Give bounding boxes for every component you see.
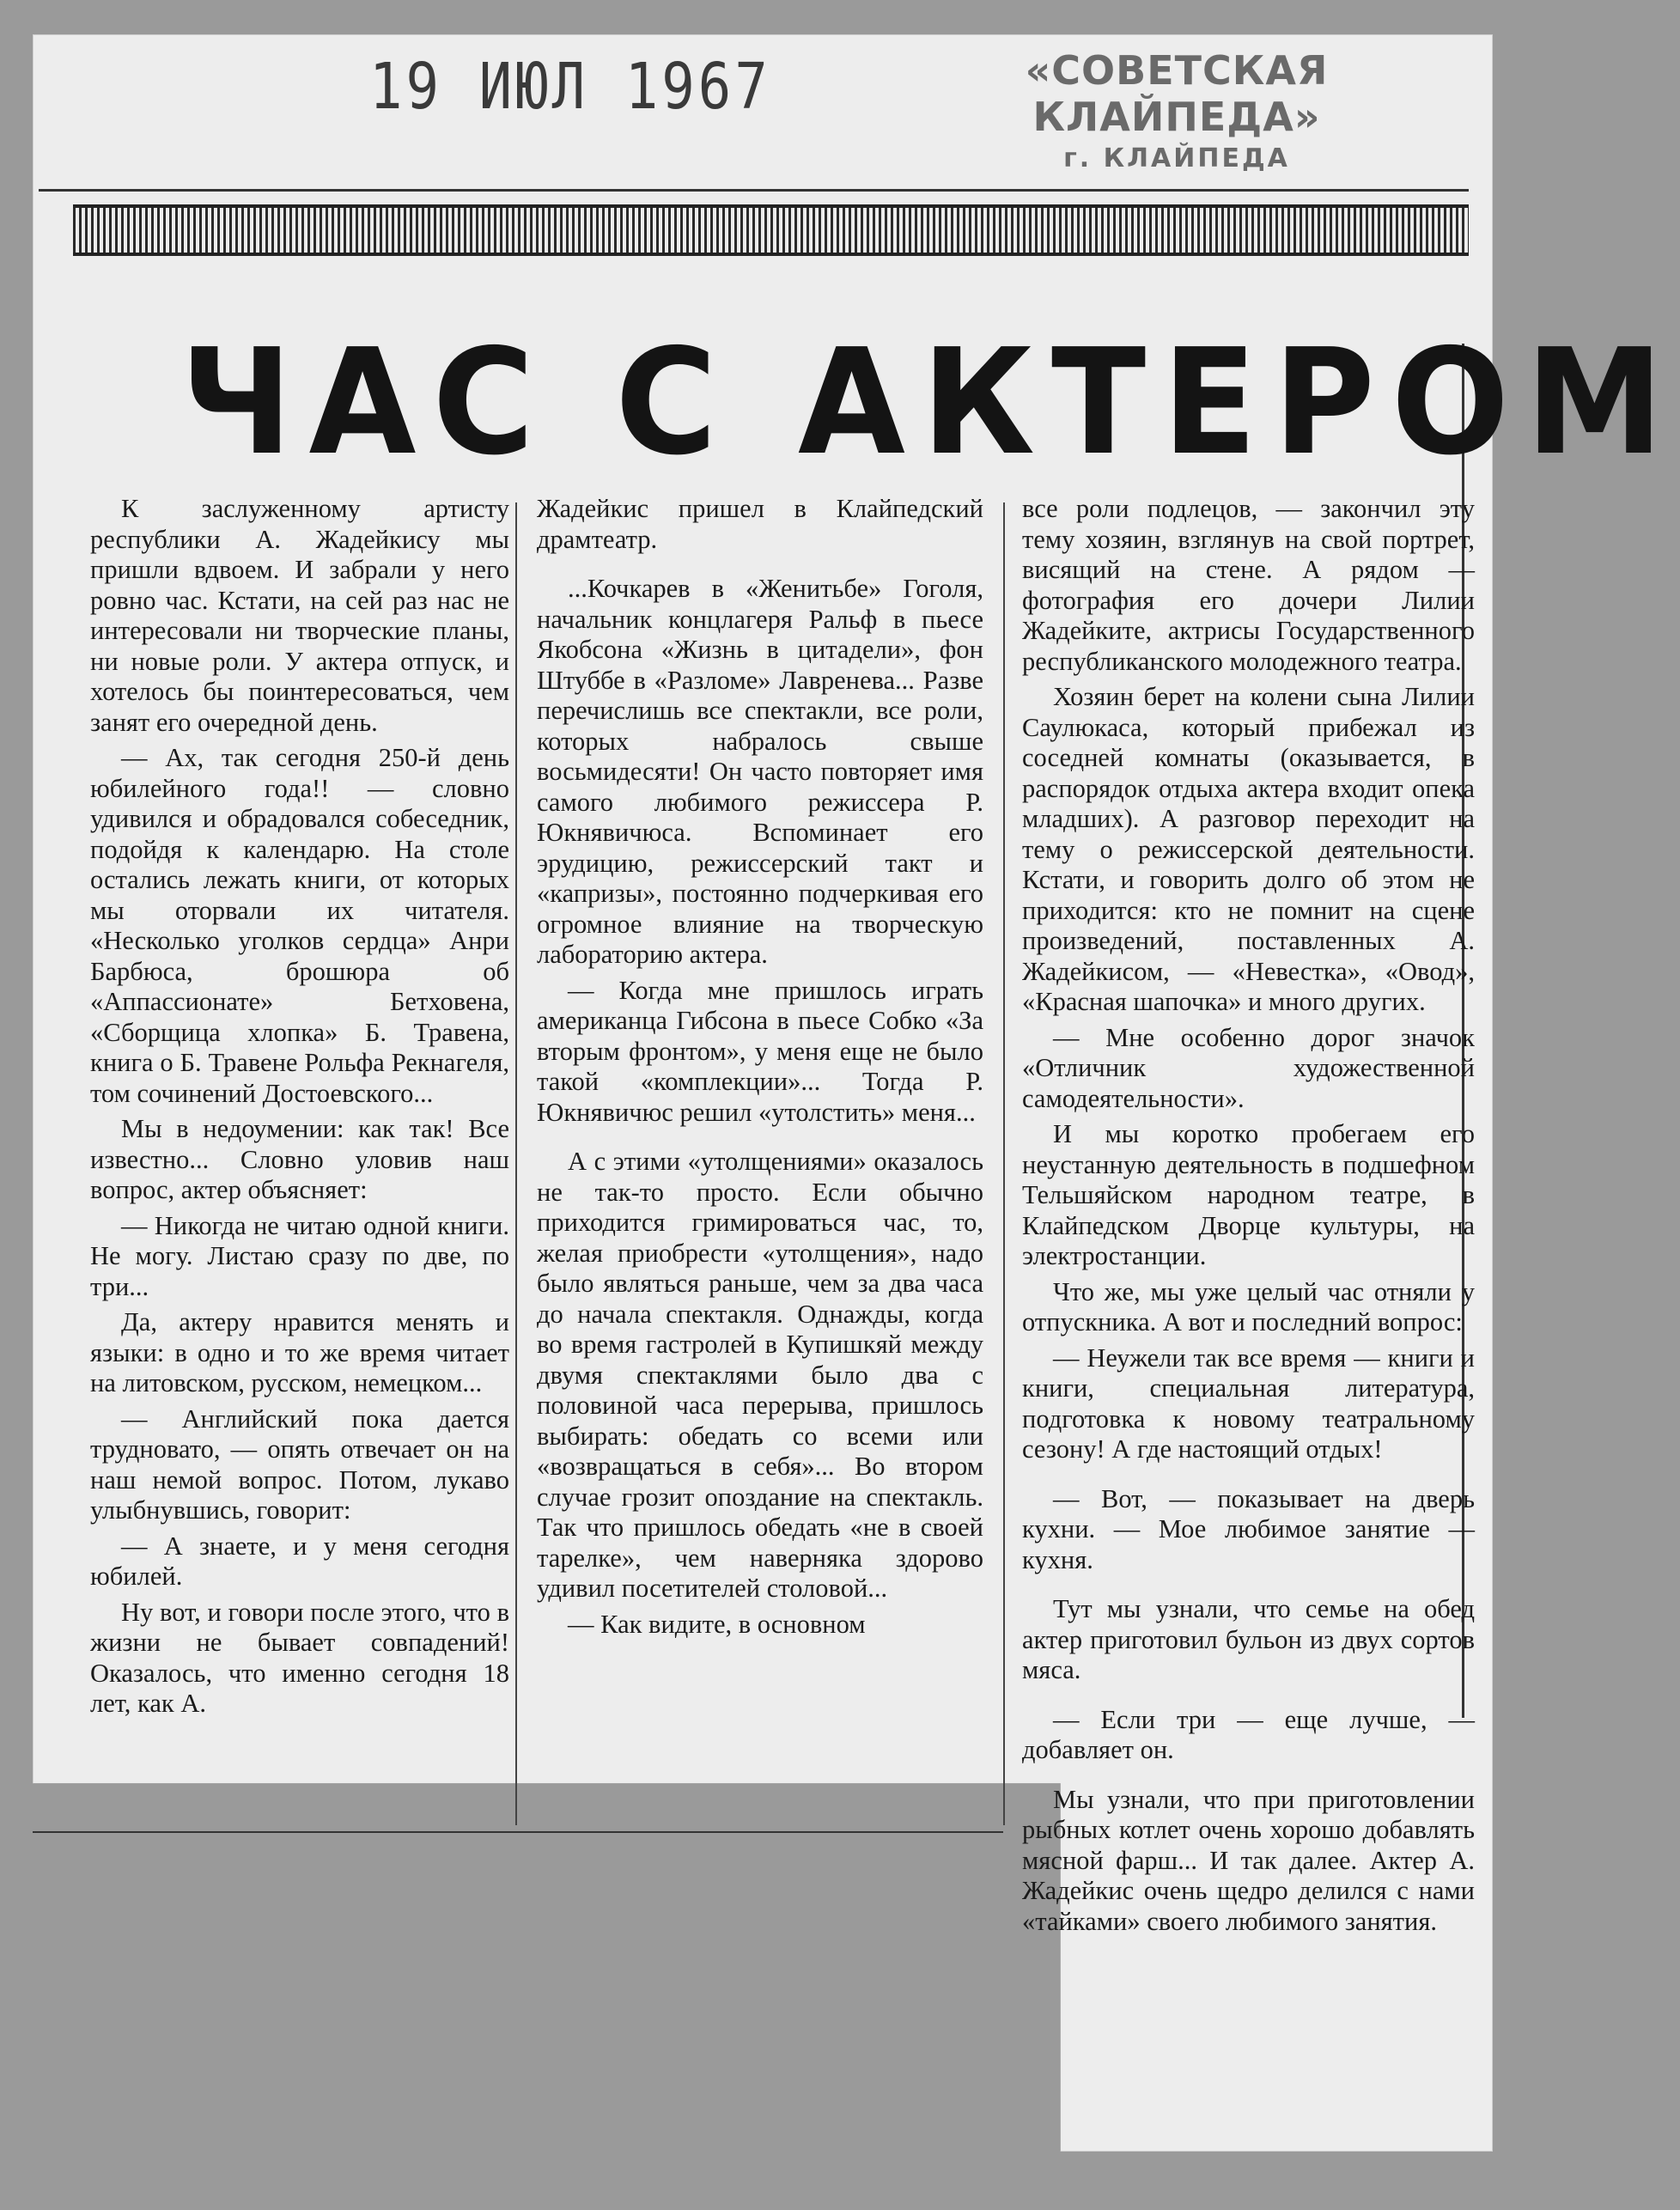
- paragraph: Что же, мы уже целый час отняли у отпускника. А вот и последний вопрос:: [1022, 1276, 1475, 1336]
- paragraph: Жадейкис пришел в Клайпедский драмтеатр.: [537, 494, 983, 554]
- paragraph: И мы коротко пробегаем его неустанную деятельность в подшефном Тельшяйском народном театре, в Клайпедском Дворце культуры, на электростанции.: [1022, 1119, 1475, 1270]
- newspaper-city: г. КЛАЙПЕДА: [1063, 143, 1290, 174]
- article-column-2: [537, 494, 983, 1645]
- hatched-banner: [73, 204, 1469, 256]
- paragraph: — Вот, — показывает на дверь кухни. — Мое любимое занятие — кухня.: [1022, 1483, 1475, 1574]
- paragraph: ...Кочкарев в «Женитьбе» Гоголя, начальник концлагеря Ральф в пьесе Якобсона «Жизнь в цитадели», фон Штуббе в «Разломе» Лавренева... Разве перечислишь все спектакли, все роли, которых набралось свыше восьмидесяти! Он часто повторяет имя самого любимого режиссера Р. Юкнявичюса. Вспоминает его эрудицию, режиссерский такт и «капризы», постоянно подчеркивая его огромное влияние на творческую лабораторию актера.: [537, 574, 983, 969]
- paragraph: Ну вот, и говори после этого, что в жизни не бывает совпадений! Оказалось, что именно сегодня 18 лет, как А.: [90, 1597, 509, 1718]
- paragraph: — Никогда не читаю одной книги. Не могу. Листаю сразу по две, по три...: [90, 1210, 509, 1301]
- paragraph: Да, актеру нравится менять и языки: в одно и то же время читает на литовском, русском, немецком...: [90, 1307, 509, 1397]
- article-column-1: [90, 494, 509, 1725]
- paragraph: — Если три — еще лучше, — добавляет он.: [1022, 1704, 1475, 1764]
- newspaper-stamp: [936, 47, 1417, 174]
- date-stamp: 19 ИЮЛ 1967: [369, 51, 771, 125]
- newspaper-name: «СОВЕТСКАЯ КЛАЙПЕДА»: [1025, 47, 1329, 140]
- paragraph: К заслуженному артисту республики А. Жадейкису мы пришли вдвоем. И забрали у него ровно час. Кстати, на сей раз нас не интересовали ни творческие планы, ни новые роли. У актера отпуск, и хотелось бы поинтересоваться, чем занят его очередной день.: [90, 494, 509, 737]
- paragraph: — Когда мне пришлось играть американца Гибсона в пьесе Собко «За вторым фронтом», у меня еще не было такой «комплекции»... Тогда Р. Юкнявичюс решил «утолстить» меня...: [537, 975, 983, 1127]
- paragraph: — Английский пока дается трудновато, — опять отвечает он на наш немой вопрос. Потом, лукаво улыбнувшись, говорит:: [90, 1403, 509, 1525]
- paragraph: Хозяин берет на колени сына Лилии Саулюкаса, который прибежал из соседней комнаты (оказывается, в распорядок отдыха актера входит опека младших). А разговор переходит на тему о режиссерской деятельности. Кстати, и говорить долго об этом не приходится: кто не помнит на сцене произведений, поставленных А. Жадейкисом, — «Невестка», «Овод», «Красная шапочка» и много других.: [1022, 682, 1475, 1016]
- article-headline: ЧАС С АКТЕРОМ: [180, 318, 1680, 488]
- paragraph: — А знаете, и у меня сегодня юбилей.: [90, 1531, 509, 1591]
- bottom-rule: [33, 1831, 1003, 1833]
- paragraph: — Неужели так все время — книги и книги, специальная литература, подготовка к новому театральному сезону! А где настоящий отдых!: [1022, 1342, 1475, 1464]
- article-column-3: [1022, 494, 1475, 1942]
- column-divider: [1003, 502, 1005, 1825]
- paragraph: Мы узнали, что при приготовлении рыбных котлет очень хорошо добавлять мясной фарш... И так далее. Актер А. Жадейкис очень щедро делился с нами «тайками» своего любимого занятия.: [1022, 1784, 1475, 1936]
- column-divider: [515, 502, 517, 1825]
- paragraph: — Как видите, в основном: [568, 1609, 866, 1639]
- paragraph: все роли подлецов, — закончил эту тему хозяин, взглянув на свой портрет, висящий на стене. А рядом — фотография его дочери Лилии Жадейките, актрисы Государственного республиканского молодежного театра.: [1022, 494, 1475, 676]
- paragraph: Тут мы узнали, что семье на обед актер приготовил бульон из двух сортов мяса.: [1022, 1594, 1475, 1684]
- top-rule: [39, 189, 1469, 192]
- paragraph: Мы в недоумении: как так! Все известно... Словно уловив наш вопрос, актер объясняет:: [90, 1114, 509, 1204]
- paragraph: А с этими «утолщениями» оказалось не так-то просто. Если обычно приходится гримироваться час, то, желая приобрести «утолщения», надо было являться раньше, чем за два часа до начала спектакля. Однажды, когда во время гастролей в Купишкяй между двумя спектаклями было два с половиной часа перерыва, пришлось выбирать: обедать со всеми или «возвращаться в себя»... Во втором случае грозит опоздание на спектакль. Так что пришлось обедать «не в своей тарелке», чем наверняка здорово удивил посетителей столовой...: [537, 1147, 983, 1603]
- paragraph: — Мне особенно дорог значок «Отличник художественной самодеятельности».: [1022, 1022, 1475, 1113]
- paragraph: — Ах, так сегодня 250-й день юбилейного года!! — словно удивился и обрадовался собеседник, подойдя к календарю. На столе остались лежать книги, от которых мы оторвали их читателя. «Несколько уголков сердца» Анри Барбюса, брошюра об «Аппассионате» Бетховена, «Сборщица хлопка» Б. Травена, книга о Б. Травене Рольфа Рекнагеля, том сочинений Достоевского...: [90, 743, 509, 1108]
